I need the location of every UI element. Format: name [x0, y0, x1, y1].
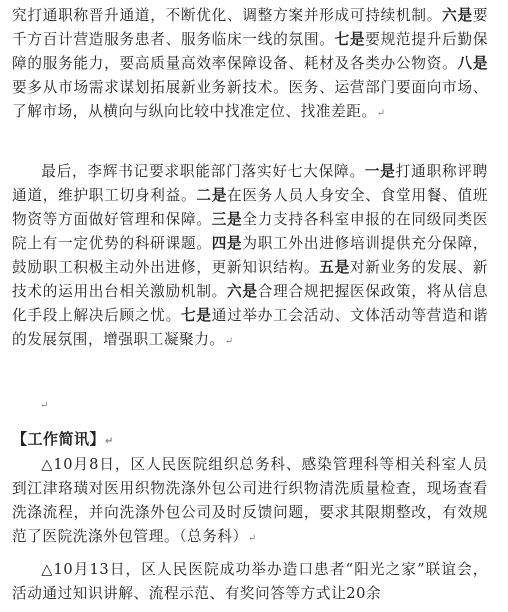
point-text-six: 要千方百计营造服务患者、服务临床一线的氛围。	[12, 7, 489, 48]
guarantee-label-two: 二是	[196, 187, 228, 204]
guarantee-text-one: 打通职称评聘通道，维护职工切身利益。	[12, 163, 488, 204]
paragraph-mark: ↵	[105, 436, 114, 447]
point-label-seven: 七是	[334, 31, 366, 48]
guarantee-text-two: 在医务人员人身安全、食堂用餐、值班物资等方面做好管理和保障。	[12, 187, 489, 228]
paragraph-mark: ↵	[247, 533, 257, 544]
guarantee-text-five: 对新业务的发展、新技术的运用出台相关激励机制。	[12, 259, 489, 300]
guarantee-text-six: 合理合规把握医保政策，将从信息化手段上解决后顾之忧。	[12, 283, 489, 324]
guarantee-label-four: 四是	[211, 235, 243, 252]
point-text-eight: 要多从市场需求谋划拓展新业务新技术。医务、运营部门要面向市场、了解市场，从横向与纵向比较中找准定位、找准差距。	[12, 79, 488, 120]
section-title: 【工作简讯】	[12, 430, 106, 448]
guarantee-label-one: 一是	[364, 163, 396, 180]
news-text: △10月13日，区人民医院成功举办造口患者“阳光之家”联谊会，活动通过知识讲解、流程示范、有奖问答等方式让20余	[12, 561, 488, 602]
paragraph-mark: ↵	[376, 108, 386, 119]
paragraph-intro: 最后，李辉书记要求职能部门落实好七大保障。	[41, 163, 365, 180]
paragraph-text: 究打通职称晋升通道，不断优化、调整方案并形成可持续机制。	[12, 7, 443, 24]
point-label-eight: 八是	[457, 55, 489, 72]
guarantee-label-six: 六是	[227, 283, 258, 300]
guarantee-label-five: 五是	[319, 259, 350, 276]
section-heading	[12, 428, 113, 453]
guarantee-text-three: 全力支持各科室申报的在同级同类医院上有一定优势的科研课题。	[12, 211, 489, 252]
point-text-seven: 要规范提升后勤保障的服务能力，要高质量高效率保障设备、耗材及各类办公物资。	[12, 31, 489, 72]
paragraph-measures-end	[12, 4, 488, 126]
paragraph-seven-guarantees	[12, 160, 488, 354]
guarantee-label-seven: 七是	[180, 307, 212, 324]
empty-paragraph-mark: ↵	[40, 400, 49, 411]
news-item-2	[12, 558, 488, 606]
guarantee-label-three: 三是	[211, 211, 243, 228]
guarantee-text-four: 为职工外出进修培训提供充分保障，鼓励职工积极主动外出进修，更新知识结构。	[12, 235, 489, 276]
point-label-six: 六是	[442, 7, 473, 24]
guarantee-text-seven: 通过举办工会活动、文体活动等营造和谐的发展氛围，增强职工凝聚力。	[12, 307, 489, 348]
paragraph-mark: ↵	[224, 336, 234, 347]
news-item-1	[12, 453, 488, 551]
news-text: △10月8日，区人民医院组织总务科、感染管理科等相关科室人员到江津珞璜对医用织物洗涤外包公司进行织物清洗质量检查，现场查看洗涤流程，并向洗涤外包公司及时反馈问题，要求其限期整改，有效规范了医院洗涤外包管理。（总务科）	[12, 456, 488, 545]
